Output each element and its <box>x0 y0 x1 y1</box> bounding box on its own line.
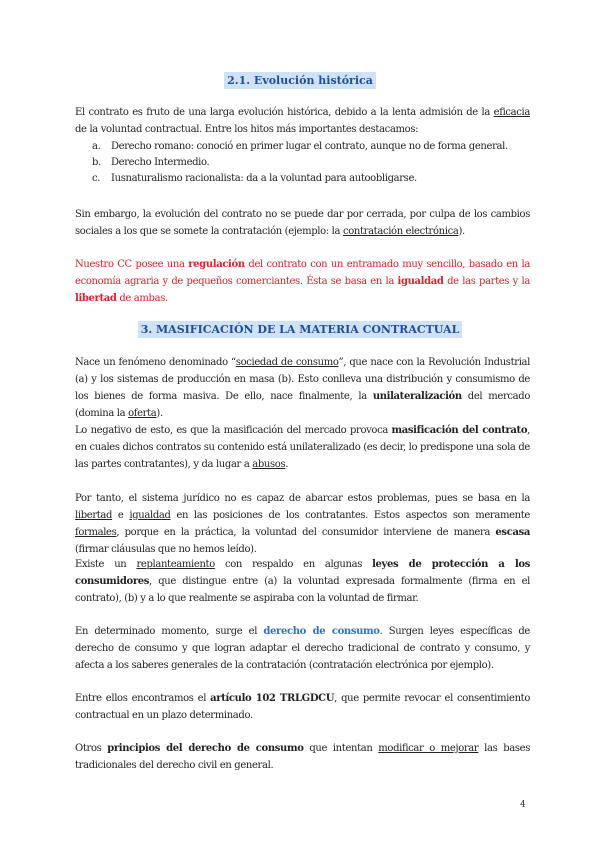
list-item: b. Derecho Intermedio. <box>92 157 210 168</box>
section-heading-masificacion: 3. MASIFICACIÓN DE LA MATERIA CONTRACTUAL <box>0 323 600 336</box>
paragraph-sociedad-consumo: Nace un fenómeno denominado “sociedad de consumo”, que nace con la Revolución Industrial (a) y los sistemas de producción en masa (b). Esto conlleva una distribución y consumismo de los bienes de forma masiva. De ello, nace finalmente, la unilateralización del mercado (domina la oferta). <box>75 357 530 419</box>
paragraph-cc-regulation: Nuestro CC posee una regulación del contrato con un entramado muy sencillo, basado en la economía agraria y de pequeños comerciantes. Ésta se basa en la igualdad de las partes y la libertad de ambas. <box>75 259 530 304</box>
paragraph-replanteamiento: Existe un replanteamiento con respaldo en algunas leyes de protección a los consumidores, que distingue entre (a) la voluntad expresada formalmente (firma en el contrato), (b) y a lo que realmente se aspiraba con la voluntad de firmar. <box>75 559 530 604</box>
paragraph-intro: El contrato es fruto de una larga evolución histórica, debido a la lenta admisión de la eficacia de la voluntad contractual. Entre los hitos más importantes destacamos: <box>75 107 530 135</box>
page-number: 4 <box>520 800 526 810</box>
term-eficacia: eficacia <box>493 107 530 118</box>
section-heading-evolucion: 2.1. Evolución histórica <box>0 74 600 87</box>
list-item: a. Derecho romano: conoció en primer lugar el contrato, aunque no de forma general. <box>92 141 508 152</box>
paragraph-principios: Otros principios del derecho de consumo que intentan modificar o mejorar las bases tradicionales del derecho civil en general. <box>75 743 531 771</box>
list-item: c. Iusnaturalismo racionalista: da a la voluntad para autoobligarse. <box>92 173 417 184</box>
paragraph-evolution-open: Sin embargo, la evolución del contrato no se puede dar por cerrada, por culpa de los cambios sociales a los que se somete la contratación (ejemplo: la contratación electrónica). <box>75 209 530 237</box>
paragraph-sistema-juridico: Por tanto, el sistema jurídico no es capaz de abarcar estos problemas, pues se basa en la libertad e igualdad en las posiciones de los contratantes. Estos aspectos son meramente formales, porque en la práctica, la voluntad del consumidor interviene de manera escasa (firmar cláusulas que no hemos leído). <box>75 493 530 555</box>
milestones-list <box>92 139 522 187</box>
paragraph-derecho-consumo: En determinado momento, surge el derecho de consumo. Surgen leyes específicas de derecho de consumo y que logran adaptar el derecho tradicional de contrato y consumo, y afecta a los saberes generales de la contratación (contratación electrónica por ejemplo). <box>75 626 530 671</box>
paragraph-articulo-102: Entre ellos encontramos el artículo 102 TRLGDCU, que permite revocar el consentimiento contractual en un plazo determinado. <box>75 693 530 721</box>
term-contratacion-electronica: contratación electrónica <box>342 226 459 237</box>
paragraph-masificacion-contrato: Lo negativo de esto, es que la masificación del mercado provoca masificación del contrato, en cuales dichos contratos su contenido está unilateralizado (es decir, lo predispone una sola de las partes contratantes), y da lugar a abusos. <box>75 425 530 470</box>
